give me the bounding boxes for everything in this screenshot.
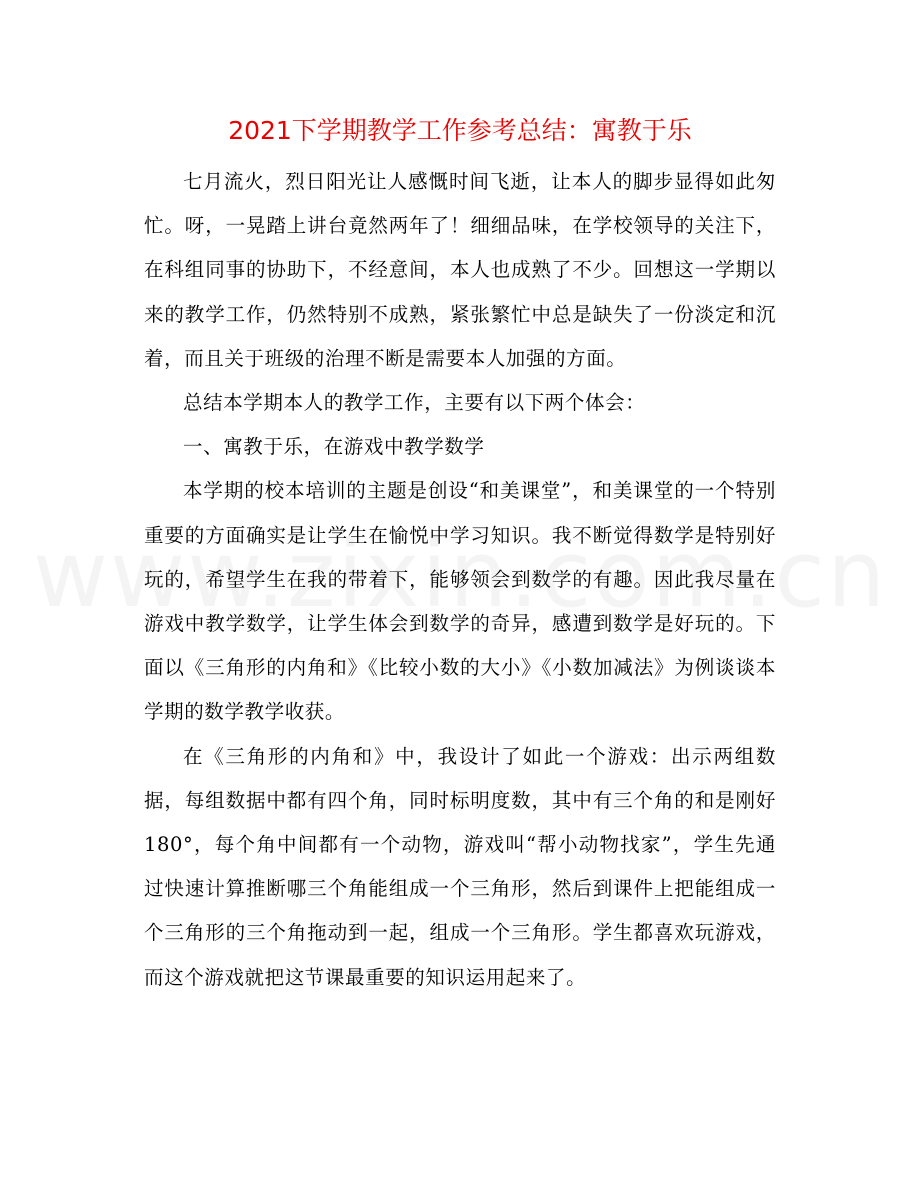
paragraph-teaching-approach: 本学期的校本培训的主题是创设“和美课堂”，和美课堂的一个特别重要的方面确实是让学生在愉悦中学习知识。我不断觉得数学是特别好玩的，希望学生在我的带着下，能够领会到数学的有趣。因此我尽量在游戏中教学数学，让学生体会到数学的奇异，感遭到数学是好玩的。下面以《三角形的内角和》《比较小数的大小》《小数加减法》为例谈谈本学期的数学教学收获。 [144,479,776,724]
document-body [144,160,776,1000]
paragraph-intro: 七月流火，烈日阳光让人感慨时间飞逝，让本人的脚步显得如此匆忙。呀，一晃踏上讲台竟然两年了！细细品味，在学校领导的关注下，在科组同事的协助下，不经意间，本人也成熟了不少。回想这一学期以来的教学工作，仍然特别不成熟，紧张繁忙中总是缺失了一份淡定和沉着，而且关于班级的治理不断是需要本人加强的方面。 [144,170,776,370]
paragraph-triangle-example: 在《三角形的内角和》中，我设计了如此一个游戏：出示两组数据，每组数据中都有四个角，同时标明度数，其中有三个角的和是刚好 180°，每个角中间都有一个动物，游戏叫“帮小动物找家”，学生先通过快速计算推断哪三个角能组成一个三角形，然后到课件上把能组成一个三角形的三个角拖动到一起，组成一个三角形。学生都喜欢玩游戏，而这个游戏就把这节课最重要的知识运用起来了。 [144,744,776,989]
paragraph-summary-lead: 总结本学期本人的教学工作，主要有以下两个体会： [183,391,646,415]
section-heading: 一、寓教于乐，在游戏中教学数学 [183,435,485,459]
document-title: 2021下学期教学工作参考总结：寓教于乐 [228,116,692,145]
